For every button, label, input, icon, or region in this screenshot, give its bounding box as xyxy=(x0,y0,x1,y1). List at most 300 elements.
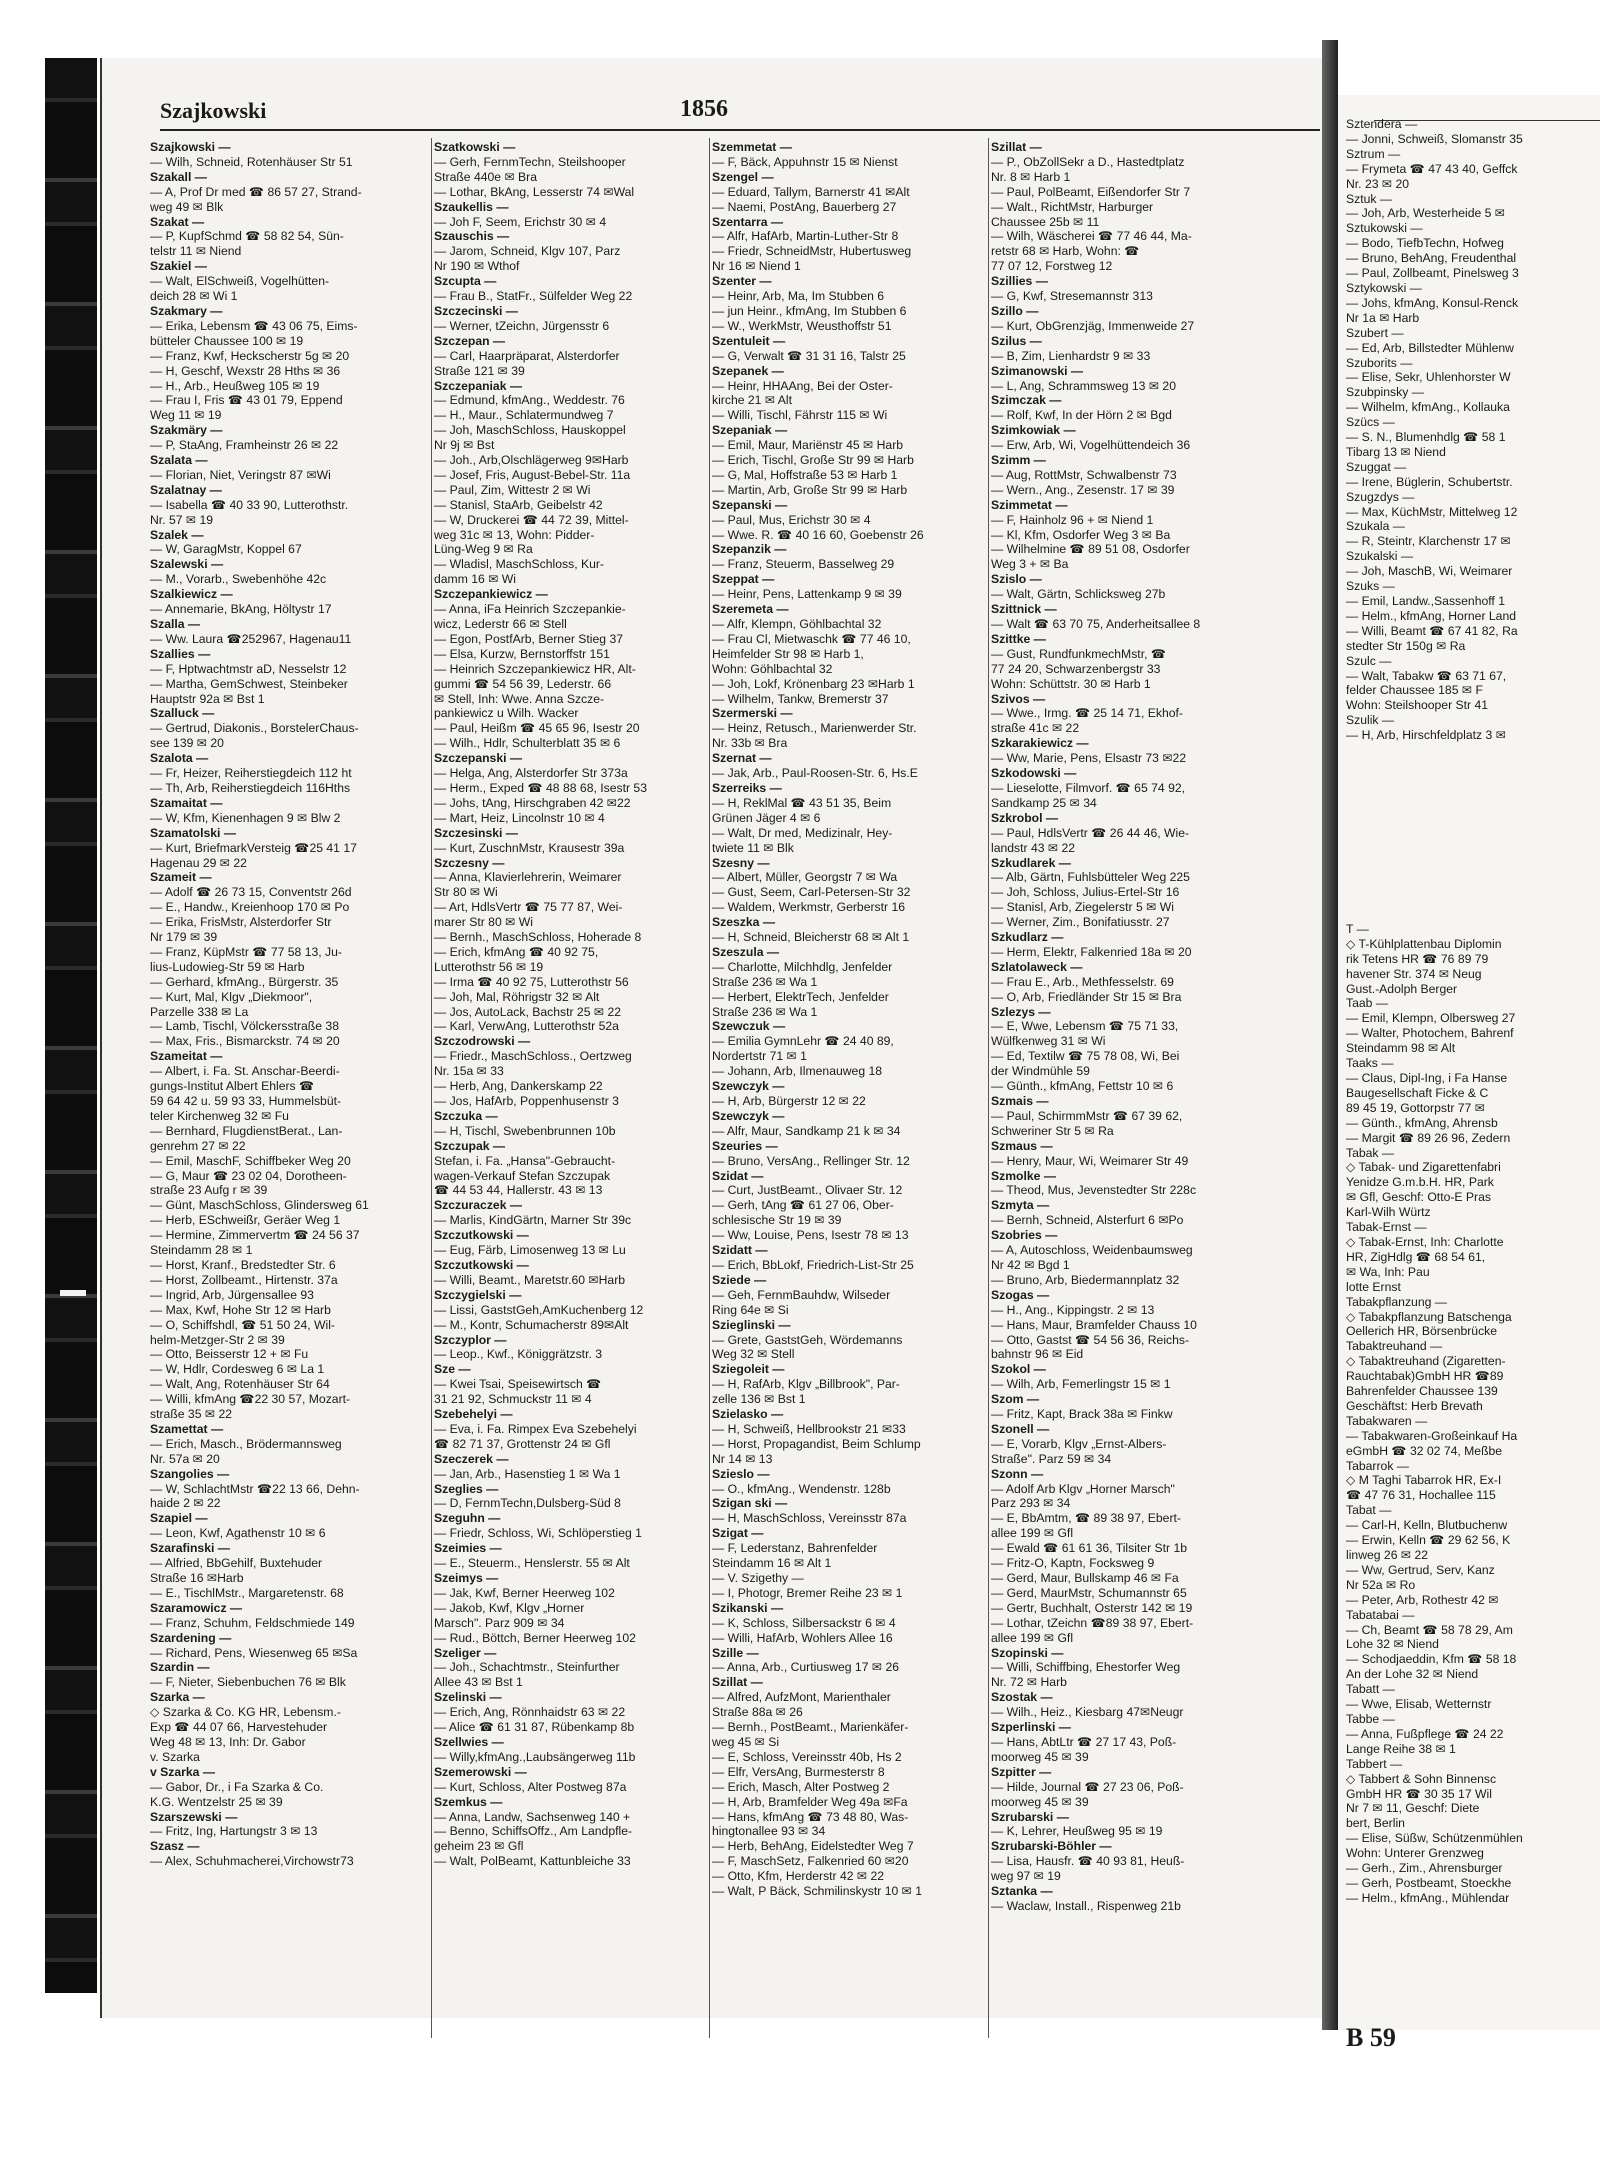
entry-surname: Szauschis — xyxy=(434,229,510,244)
entry-line: — Kurt, Mal, Klgv „Diekmoor", xyxy=(150,989,313,1004)
entry-surname: Szallies — xyxy=(150,646,211,661)
entry-surname: Szczutkowski — xyxy=(434,1228,529,1243)
entry-surname: Szewczyk — xyxy=(712,1108,785,1123)
entry-line: — Gerd, MaurMstr, Schumannstr 65 xyxy=(991,1585,1187,1600)
entry-line: — Wwe, Elisab, Wetternstr xyxy=(1346,1697,1492,1712)
entry-surname: Szielasko — xyxy=(712,1407,784,1422)
entry-line: 31 21 92, Schmuckstr 11 ✉ 4 xyxy=(434,1392,592,1407)
entry-surname: Szmaus — xyxy=(991,1138,1053,1153)
entry-line: Straße 88a ✉ 26 xyxy=(712,1705,803,1720)
entry-surname: Tabakwaren — xyxy=(1346,1413,1428,1428)
entry-surname: Szalkiewicz — xyxy=(150,587,233,602)
entry-line: — Bruno, VersAng., Rellinger Str. 12 xyxy=(712,1153,910,1168)
entry-line: — H, Arb, Hirschfeldplatz 3 ✉ xyxy=(1346,728,1506,743)
entry-line: — Heinr, Pens, Lattenkamp 9 ✉ 39 xyxy=(712,587,902,602)
entry-surname: Szarka — xyxy=(150,1690,205,1705)
entry-line: — Carl-H, Kelln, Blutbuchenw xyxy=(1346,1518,1508,1533)
entry-line: straße 23 Aufg r ✉ 39 xyxy=(150,1183,268,1198)
entry-line: — Max, Kwf, Hohe Str 12 ✉ Harb xyxy=(150,1302,331,1317)
entry-surname: Szepanek — xyxy=(712,363,784,378)
entry-line: — Frau E., Arb., Methfesselstr. 69 xyxy=(991,974,1174,989)
entry-line: geheim 23 ✉ Gfl xyxy=(434,1839,524,1854)
entry-line: — Heinrich Szczepankiewicz HR, Alt- xyxy=(434,661,636,676)
entry-line: — Walter, Photochem, Bahrenf xyxy=(1346,1026,1514,1041)
entry-line: — Erika, FrisMstr, Alsterdorfer Str xyxy=(150,915,332,930)
entry-line: — Wern., Ang., Zesenstr. 17 ✉ 39 xyxy=(991,482,1175,497)
entry-line: Yenidze G.m.b.H. HR, Park xyxy=(1346,1175,1494,1190)
entry-line: — Franz, Schuhm, Feldschmiede 149 xyxy=(150,1615,355,1630)
entry-line: Wohn: Steilshooper Str 41 xyxy=(1346,698,1489,713)
entry-line: — E, BbAmtm, ☎ 89 38 97, Ebert- xyxy=(991,1511,1181,1526)
entry-line: felder Chaussee 185 ✉ F xyxy=(1346,683,1483,698)
entry-surname: Szeglies — xyxy=(434,1481,499,1496)
entry-line: — Jos, AutoLack, Bachstr 25 ✉ 22 xyxy=(434,1004,622,1019)
entry-line: — Kwei Tsai, Speisewirtsch ☎ xyxy=(434,1377,602,1392)
entry-line: — Paul, Zollbeamt, Pinelsweg 3 xyxy=(1346,266,1519,281)
entry-line: — Helm., kfmAng, Horner Land xyxy=(1346,608,1517,623)
entry-surname: Sze — xyxy=(434,1362,471,1377)
entry-line: ◇ T-Kühlplattenbau Diplomin xyxy=(1346,936,1502,951)
entry-line: ◇ Szarka & Co. KG HR, Lebensm.- xyxy=(150,1705,341,1720)
entry-line: kirche 21 ✉ Alt xyxy=(712,393,792,408)
entry-line: — H., Arb., Heußweg 105 ✉ 19 xyxy=(150,378,320,393)
entry-line: — Alfred, AufzMont, Marienthaler xyxy=(712,1690,891,1705)
entry-line: — Helga, Ang, Alsterdorfer Str 373a xyxy=(434,766,628,781)
entry-surname: Szimczak — xyxy=(991,393,1062,408)
entry-line: der Windmühle 59 xyxy=(991,1064,1090,1079)
entry-surname: Sztendera — xyxy=(1346,117,1418,131)
entry-line: — Wwe., Irmg. ☎ 25 14 71, Ekhof- xyxy=(991,706,1183,721)
entry-line: — Jak, Kwf, Berner Heerweg 102 xyxy=(434,1585,615,1600)
entry-surname: Szücs — xyxy=(1346,415,1395,430)
entry-line: — Wilhelmine ☎ 89 51 08, Osdorfer xyxy=(991,542,1190,557)
entry-line: — Aug, RottMstr, Schwalbenstr 73 xyxy=(991,467,1177,482)
entry-surname: Tabakpflanzung — xyxy=(1346,1294,1447,1309)
entry-surname: Tabarrok — xyxy=(1346,1458,1409,1473)
entry-line: — Hermine, Zimmervertm ☎ 24 56 37 xyxy=(150,1228,360,1243)
entry-line: — Willi, Schiffbing, Ehestorfer Weg xyxy=(991,1660,1181,1675)
header-rule xyxy=(160,129,1320,131)
entry-surname: Tabatabai — xyxy=(1346,1607,1415,1622)
entry-surname: Tabbert — xyxy=(1346,1756,1403,1771)
entry-line: Nr. 15a ✉ 33 xyxy=(434,1064,504,1079)
entry-line: — Bernh., PostBeamt., Marienkäfer- xyxy=(712,1720,909,1735)
entry-surname: Szimmetat — xyxy=(991,497,1068,512)
entry-line xyxy=(1346,788,1600,803)
entry-line: — Adolf Arb Klgv „Horner Marsch" xyxy=(991,1481,1175,1496)
entry-line: — Werner, tZeichn, Jürgensstr 6 xyxy=(434,318,610,333)
entry-line: — Wladisl, MaschSchloss, Kur- xyxy=(434,557,604,572)
entry-line: — Eduard, Tallym, Barnerstr 41 ✉Alt xyxy=(712,184,910,199)
entry-surname: Szonell — xyxy=(991,1421,1050,1436)
entry-line: — Irene, Büglerin, Schubertstr. xyxy=(1346,474,1513,489)
directory-column-2 xyxy=(434,140,716,2040)
entry-surname: Szmyta — xyxy=(991,1198,1050,1213)
signature-mark: B 59 xyxy=(1346,2023,1396,2052)
entry-line: — E, Schloss, Vereinsstr 40b, Hs 2 xyxy=(712,1749,902,1764)
entry-line: — W, GaragMstr, Koppel 67 xyxy=(150,542,302,557)
entry-line: — Annemarie, BkAng, Höltystr 17 xyxy=(150,602,332,617)
entry-line: Nr 9j ✉ Bst xyxy=(434,438,495,453)
entry-line: — R, Steintr, Klarchenstr 17 ✉ xyxy=(1346,534,1511,549)
entry-surname: Szakmary — xyxy=(150,303,223,318)
entry-line: teler Kirchenweg 32 ✉ Fu xyxy=(150,1108,289,1123)
entry-line: — Walt, Dr med, Medizinalr, Hey- xyxy=(712,825,893,840)
entry-line: — Rolf, Kwf, In der Hörn 2 ✉ Bgd xyxy=(991,408,1172,423)
entry-surname: Szuborits — xyxy=(1346,355,1413,370)
entry-surname: Szeszka — xyxy=(712,915,776,930)
entry-surname: Szkrobol — xyxy=(991,810,1059,825)
entry-line: Nr 42 ✉ Bgd 1 xyxy=(991,1257,1070,1272)
entry-surname: Szewczuk — xyxy=(712,1019,786,1034)
entry-line: — F, MaschSetz, Falkenried 60 ✉20 xyxy=(712,1854,909,1869)
entry-line: — Fritz, Kapt, Brack 38a ✉ Finkw xyxy=(991,1407,1173,1422)
entry-line: — Joh., Schachtmstr., Steinfurther xyxy=(434,1660,620,1675)
entry-surname: Szerreiks — xyxy=(712,780,782,795)
entry-surname: Szom — xyxy=(991,1392,1040,1407)
entry-surname: Szepanzik — xyxy=(712,542,787,557)
entry-surname: Szeczerek — xyxy=(434,1451,509,1466)
entry-line: ◇ Tabak- und Zigarettenfabri xyxy=(1346,1160,1501,1175)
entry-line: — H, Schneid, Bleicherstr 68 ✉ Alt 1 xyxy=(712,930,910,945)
entry-surname: Szkudlarz — xyxy=(991,930,1064,945)
entry-line: — H, Tischl, Swebenbrunnen 10b xyxy=(434,1123,616,1138)
entry-line: — H, MaschSchloss, Vereinsstr 87a xyxy=(712,1511,907,1526)
entry-line: — Franz, KüpMstr ☎ 77 58 13, Ju- xyxy=(150,944,342,959)
entry-line: — Johs, kfmAng, Konsul-Renck xyxy=(1346,295,1519,310)
directory-column-1 xyxy=(150,140,432,2040)
entry-line: — Joh, Mal, Röhrigstr 32 ✉ Alt xyxy=(434,989,600,1004)
entry-line: — Waclaw, Install., Rispenweg 21b xyxy=(991,1898,1181,1913)
entry-line xyxy=(1346,877,1600,892)
entry-line: — Günt, MaschSchloss, Glindersweg 61 xyxy=(150,1198,369,1213)
entry-line: — Adolf ☎ 26 73 15, Conventstr 26d xyxy=(150,885,352,900)
entry-surname: Szeszula — xyxy=(712,944,780,959)
entry-line: An der Lohe 32 ✉ Niend xyxy=(1346,1667,1479,1682)
entry-line: — Elsa, Kurzw, Bernstorffstr 151 xyxy=(434,646,610,661)
entry-line: deich 28 ✉ Wi 1 xyxy=(150,289,238,304)
entry-surname: Tabat — xyxy=(1346,1503,1392,1518)
entry-line: — Herm., Exped ☎ 48 88 68, Isestr 53 xyxy=(434,780,647,795)
entry-line: — Wilh, Wäscherei ☎ 77 46 44, Ma- xyxy=(991,229,1192,244)
entry-surname: Szalewski — xyxy=(150,557,224,572)
entry-line: — Walt, Ang, Rotenhäuser Str 64 xyxy=(150,1377,330,1392)
entry-line: — Th, Arb, Reiherstiegdeich 116Hths xyxy=(150,780,351,795)
entry-surname: Szeguhn — xyxy=(434,1511,501,1526)
entry-line: — Joh., Arb,Olschlägerweg 9✉Harb xyxy=(434,453,629,468)
entry-surname: Szlezys — xyxy=(991,1004,1051,1019)
entry-surname: Szubert — xyxy=(1346,325,1404,340)
entry-surname: v Szarka — xyxy=(150,1764,216,1779)
entry-line: — Gust, Seem, Carl-Petersen-Str 32 xyxy=(712,885,911,900)
entry-line: — Johs, tAng, Hirschgraben 42 ✉22 xyxy=(434,795,631,810)
entry-line: — Erwin, Kelln ☎ 29 62 56, K xyxy=(1346,1533,1511,1548)
entry-line: ☎ 47 76 31, Hochallee 115 xyxy=(1346,1488,1496,1503)
entry-line: — Friedr, SchneidMstr, Hubertusweg xyxy=(712,244,912,259)
entry-line: — Kl, Kfm, Osdorfer Weg 3 ✉ Ba xyxy=(991,527,1171,542)
entry-surname: Sztykowski — xyxy=(1346,280,1422,295)
entry-line: — Joh, Schloss, Julius-Ertel-Str 16 xyxy=(991,885,1180,900)
entry-line xyxy=(1346,743,1600,758)
entry-surname: Szivos — xyxy=(991,691,1046,706)
entry-line: — Otto, Kfm, Herderstr 42 ✉ 22 xyxy=(712,1869,885,1884)
entry-surname: Szeppat — xyxy=(712,572,775,587)
entry-line: — W, Kfm, Kienenhagen 9 ✉ Blw 2 xyxy=(150,810,341,825)
entry-surname: Szilus — xyxy=(991,333,1042,348)
entry-line: — Jos, HafArb, Poppenhusenstr 3 xyxy=(434,1094,619,1108)
entry-surname: Szakiel — xyxy=(150,259,207,274)
entry-surname: Szubpinsky — xyxy=(1346,385,1424,400)
entry-line: — Irma ☎ 40 92 75, Lutterothstr 56 xyxy=(434,974,629,989)
entry-line: — Florian, Niet, Veringstr 87 ✉Wi xyxy=(150,467,331,482)
entry-line: — Elise, Sekr, Uhlenhorster W xyxy=(1346,370,1511,385)
entry-line: — Isabella ☎ 40 33 90, Lutterothstr. xyxy=(150,497,349,512)
entry-line: — Waldem, Werkmstr, Gerberstr 16 xyxy=(712,900,906,915)
entry-line: — Helm., kfmAng., Mühlendar xyxy=(1346,1890,1510,1905)
entry-line: — Josef, Fris, August-Bebel-Str. 11a xyxy=(434,467,631,482)
entry-surname: Szalota — xyxy=(150,751,209,766)
entry-line: — Anna, Fußpflege ☎ 24 22 xyxy=(1346,1726,1504,1741)
page-gutter xyxy=(1322,40,1338,2030)
entry-surname: Szkudlarek — xyxy=(991,855,1071,870)
entry-line: Nr. 72 ✉ Harb xyxy=(991,1675,1067,1690)
entry-line: — Anna, iFa Heinrich Szczepankie- xyxy=(434,602,626,617)
entry-surname: Szentarra — xyxy=(712,214,784,229)
entry-surname: Szemkus — xyxy=(434,1794,503,1809)
entry-surname: Szajkowski — xyxy=(150,140,231,154)
entry-line: moorweg 45 ✉ 39 xyxy=(991,1794,1089,1809)
entry-line: wicz, Lederstr 66 ✉ Stell xyxy=(434,617,567,631)
entry-surname: Szalluck — xyxy=(150,706,215,721)
entry-line xyxy=(1346,803,1600,818)
entry-line xyxy=(1346,907,1600,922)
entry-line: — H., Ang., Kippingstr. 2 ✉ 13 xyxy=(991,1302,1155,1317)
entry-line: — D, FernmTechn,Dulsberg-Süd 8 xyxy=(434,1496,621,1511)
entry-line: — Walt, Gärtn, Schlicksweg 27b xyxy=(991,587,1166,602)
entry-surname: Sztukowski — xyxy=(1346,221,1423,236)
entry-line: lius-Ludowieg-Str 59 ✉ Harb xyxy=(150,959,305,974)
entry-line: — Joh, Arb, Westerheide 5 ✉ xyxy=(1346,206,1506,221)
entry-surname: Szczygielski — xyxy=(434,1287,522,1302)
entry-line: — Willy,kfmAng.,Laubsängerweg 11b xyxy=(434,1749,636,1764)
entry-line: — Heinr, HHAAng, Bei der Oster- xyxy=(712,378,893,393)
entry-line: — Paul, SchirmmMstr ☎ 67 39 62, xyxy=(991,1108,1183,1123)
entry-line: ◇ M Taghi Tabarrok HR, Ex-I xyxy=(1346,1473,1502,1488)
entry-surname: Taab — xyxy=(1346,996,1389,1011)
entry-surname: Szellwies — xyxy=(434,1734,504,1749)
entry-line: K.G. Wentzelstr 25 ✉ 39 xyxy=(150,1794,283,1809)
entry-surname: Szczepan — xyxy=(434,333,506,348)
entry-line: lotte Ernst xyxy=(1346,1279,1401,1294)
entry-line: — Kurt, BriefmarkVersteig ☎25 41 17 xyxy=(150,840,357,855)
entry-line: Geschäftst: Herb Brevath xyxy=(1346,1398,1483,1413)
entry-line: — Herbert, ElektrTech, Jenfelder xyxy=(712,989,889,1004)
directory-column-4 xyxy=(991,140,1273,2040)
entry-line: — Ed, Textilw ☎ 75 78 08, Wi, Bei xyxy=(991,1049,1180,1064)
entry-line: — Willi, kfmAng ☎22 30 57, Mozart- xyxy=(150,1392,351,1407)
entry-line: — F, Lederstanz, Bahrenfelder xyxy=(712,1541,878,1556)
entry-line: — Horst, Zollbeamt., Hirtenstr. 37a xyxy=(150,1272,338,1287)
entry-line: Weg 48 ✉ 13, Inh: Dr. Gabor xyxy=(150,1734,306,1749)
entry-line: straße 35 ✉ 22 xyxy=(150,1407,233,1422)
entry-surname: Szentuleit — xyxy=(712,333,786,348)
entry-line: — Lothar, tZeichn ☎89 38 97, Ebert- xyxy=(991,1615,1194,1630)
entry-surname: Szeuries — xyxy=(712,1138,778,1153)
entry-line: Heimfelder Str 98 ✉ Harb 1, xyxy=(712,646,864,661)
entry-line: weg 49 ✉ Blk xyxy=(150,199,224,214)
entry-surname: Szewczyk — xyxy=(712,1079,785,1094)
entry-line: stedter Str 150g ✉ Ra xyxy=(1346,638,1466,653)
entry-line: Lutterothstr 56 ✉ 19 xyxy=(434,959,544,974)
entry-line: — Ed, Arb, Billstedter Mühlenw xyxy=(1346,340,1514,355)
entry-line: — Henry, Maur, Wi, Weimarer Str 49 xyxy=(991,1153,1189,1168)
entry-line: — Lothar, BkAng, Lesserstr 74 ✉Wal xyxy=(434,184,635,199)
entry-line: — Emil, Klempn, Olbersweg 27 xyxy=(1346,1011,1516,1026)
entry-line: Allee 43 ✉ Bst 1 xyxy=(434,1675,523,1690)
entry-line: weg 45 ✉ Si xyxy=(712,1734,780,1749)
entry-line: Hagenau 29 ✉ 22 xyxy=(150,855,247,870)
entry-line: HR, ZigHdlg ☎ 68 54 61, xyxy=(1346,1249,1486,1264)
entry-line: — F, Hptwachtmstr aD, Nesselstr 12 xyxy=(150,661,347,676)
entry-line: — Gertrud, Diakonis., BorstelerChaus- xyxy=(150,721,359,736)
entry-line: — Willi, Beamt., Maretstr.60 ✉Harb xyxy=(434,1272,626,1287)
entry-line: linweg 26 ✉ 22 xyxy=(1346,1548,1429,1562)
entry-line: — Friedr., MaschSchloss., Oertzweg xyxy=(434,1049,632,1064)
entry-line: haide 2 ✉ 22 xyxy=(150,1496,221,1511)
entry-line: Weg 3 + ✉ Ba xyxy=(991,557,1069,572)
entry-line: Wülfkenweg 31 ✉ Wi xyxy=(991,1034,1106,1049)
entry-surname: T — xyxy=(1346,921,1369,936)
entry-line: — Peter, Arb, Rothestr 42 ✉ xyxy=(1346,1592,1499,1607)
entry-line: — W., WerkMstr, Weusthoffstr 51 xyxy=(712,318,892,333)
entry-surname: Szeremeta — xyxy=(712,602,789,617)
entry-surname: Szillies — xyxy=(991,274,1048,289)
entry-line: — Elise, Süßw, Schützenmühlen xyxy=(1346,1831,1523,1846)
entry-line: — L, Ang, Schrammsweg 13 ✉ 20 xyxy=(991,378,1176,393)
entry-surname: Szapiel — xyxy=(150,1511,208,1526)
entry-line: moorweg 45 ✉ 39 xyxy=(991,1749,1089,1764)
entry-surname: Szillat — xyxy=(712,1675,763,1690)
entry-line: Wohn: Unterer Grenzweg xyxy=(1346,1846,1484,1861)
entry-line: hingtonallee 93 ✉ 34 xyxy=(712,1824,826,1839)
entry-line: — Wilh., Hdlr, Schulterblatt 35 ✉ 6 xyxy=(434,736,621,751)
entry-surname: Szamettat — xyxy=(150,1421,224,1436)
entry-surname: Szalla — xyxy=(150,617,201,631)
entry-line: — Gerh, FernmTechn, Steilshooper xyxy=(434,154,626,169)
entry-surname: Szepaniak — xyxy=(712,423,788,438)
entry-surname: Szesny — xyxy=(712,855,770,870)
entry-line: Nr 190 ✉ Wthof xyxy=(434,259,520,274)
entry-line xyxy=(1346,833,1600,848)
entry-line: — Karl, VerwAng, Lutterothstr 52a xyxy=(434,1019,619,1034)
entry-line: — Eug, Färb, Limosenweg 13 ✉ Lu xyxy=(434,1243,626,1258)
entry-line: — Frymeta ☎ 47 43 40, Geffck xyxy=(1346,161,1518,176)
entry-surname: Szulc — xyxy=(1346,653,1392,668)
entry-line: 89 45 19, Gottorpstr 77 ✉ xyxy=(1346,1100,1485,1115)
entry-line: — Wilh., Heiz., Kiesbarg 47✉Neugr xyxy=(991,1705,1184,1720)
entry-line: — Erich, Tischl, Große Str 99 ✉ Harb xyxy=(712,453,914,468)
entry-surname: Szczesny — xyxy=(434,855,505,870)
entry-line: — Alfr, Maur, Sandkamp 21 k ✉ 34 xyxy=(712,1123,901,1138)
entry-line: gummi ☎ 54 56 39, Lederstr. 66 xyxy=(434,676,612,691)
entry-line: — Max, Fris., Bismarckstr. 74 ✉ 20 xyxy=(150,1034,340,1049)
entry-surname: Szalek — xyxy=(150,527,204,542)
entry-surname: Szermerski — xyxy=(712,706,793,721)
entry-line: — Grete, GaststGeh, Wördemanns xyxy=(712,1332,903,1347)
entry-line: — E, Vorarb, Klgv „Ernst-Albers- xyxy=(991,1436,1167,1451)
entry-line: — Herm, Elektr, Falkenried 18a ✉ 20 xyxy=(991,944,1192,959)
entry-line: straße 41c ✉ 22 xyxy=(991,721,1080,736)
entry-line xyxy=(1346,818,1600,833)
book-spine xyxy=(45,58,97,1993)
entry-line: Nr. 33b ✉ Bra xyxy=(712,736,788,751)
entry-line: — Walt, P Bäck, Schmilinskystr 10 ✉ 1 xyxy=(712,1884,923,1899)
entry-line: ✉ Stell, Inh: Wwe. Anna Szcze- xyxy=(434,691,605,706)
entry-surname: Szittnick — xyxy=(991,602,1057,617)
entry-surname: Szuggat — xyxy=(1346,459,1407,474)
entry-line: — Willi, Tischl, Fährstr 115 ✉ Wi xyxy=(712,408,888,423)
entry-line: v. Szarka xyxy=(150,1749,200,1764)
entry-line: Nr 179 ✉ 39 xyxy=(150,930,218,945)
entry-line: — Lamb, Tischl, Völckersstraße 38 xyxy=(150,1019,339,1034)
entry-line: — Bernh., MaschSchloss, Hoherade 8 xyxy=(434,930,642,945)
entry-line: Exp ☎ 44 07 66, Harvestehuder xyxy=(150,1720,328,1735)
entry-line: ◇ Tabakpflanzung Batschenga xyxy=(1346,1309,1512,1324)
entry-surname: Szugzdys — xyxy=(1346,489,1415,504)
entry-surname: Sztrum — xyxy=(1346,146,1401,161)
entry-line: ☎ 44 53 44, Hallerstr. 43 ✉ 13 xyxy=(434,1183,603,1198)
entry-surname: Szczesinski — xyxy=(434,825,518,840)
entry-line: — Egon, PostfArb, Berner Stieg 37 xyxy=(434,631,624,646)
right-page-column xyxy=(1346,117,1600,1997)
entry-line: — Eva, i. Fa. Rimpex Eva Szebehelyi xyxy=(434,1421,637,1436)
entry-surname: Sztanka — xyxy=(991,1884,1053,1899)
entry-line: — G, Kwf, Stresemannstr 313 xyxy=(991,289,1153,304)
entry-line: — Stanisl, StaArb, Geibelstr 42 xyxy=(434,497,603,512)
entry-line: Nr 14 ✉ 13 xyxy=(712,1451,773,1466)
entry-surname: Szostak — xyxy=(991,1690,1053,1705)
entry-line: — Heinr, Arb, Ma, Im Stubben 6 xyxy=(712,289,885,304)
entry-surname: Szillo — xyxy=(991,303,1039,318)
entry-line: — Alb, Gärtn, Fuhlsbütteler Weg 225 xyxy=(991,870,1190,885)
entry-line: Straße 236 ✉ Wa 1 xyxy=(712,1004,818,1019)
entry-line: damm 16 ✉ Wi xyxy=(434,572,516,587)
entry-line: — Emil, MaschF, Schiffbeker Weg 20 xyxy=(150,1153,351,1168)
entry-surname: Szasz — xyxy=(150,1839,200,1854)
entry-line: — Günth., kfmAng, Fettstr 10 ✉ 6 xyxy=(991,1079,1174,1094)
entry-line: — E., Handw., Kreienhoop 170 ✉ Po xyxy=(150,900,350,915)
entry-line: see 139 ✉ 20 xyxy=(150,736,224,751)
entry-surname: Szczepankiewicz — xyxy=(434,587,548,602)
entry-line: — Leop., Kwf., Königgrätzstr. 3 xyxy=(434,1347,602,1362)
entry-line: — K, Lehrer, Heußweg 95 ✉ 19 xyxy=(991,1824,1163,1839)
entry-line: — H., Maur., Schlatermundweg 7 xyxy=(434,408,614,423)
entry-surname: Szidatt — xyxy=(712,1243,768,1258)
entry-line: — Joh, MaschB, Wi, Weimarer xyxy=(1346,564,1513,579)
page-header xyxy=(160,98,1320,130)
entry-line: gungs-Institut Albert Ehlers ☎ xyxy=(150,1079,315,1094)
entry-line: — Joh, Lokf, Krönenbarg 23 ✉Harb 1 xyxy=(712,676,915,691)
entry-line: — Tabakwaren-Großeinkauf Ha xyxy=(1346,1428,1518,1443)
entry-line: — Paul, Heißm ☎ 45 65 96, Isestr 20 xyxy=(434,721,640,736)
entry-line: — H, Schweiß, Hellbrookstr 21 ✉33 xyxy=(712,1421,906,1436)
entry-line: — Paul, Zim, Wittestr 2 ✉ Wi xyxy=(434,482,591,497)
entry-line: — Willi, HafArb, Wohlers Allee 16 xyxy=(712,1630,893,1645)
entry-surname: Szalatnay — xyxy=(150,482,222,497)
entry-line: — A, Autoschloss, Weidenbaumsweg xyxy=(991,1243,1193,1258)
entry-line xyxy=(1346,758,1600,773)
entry-surname: Szigan ski — xyxy=(712,1496,788,1511)
